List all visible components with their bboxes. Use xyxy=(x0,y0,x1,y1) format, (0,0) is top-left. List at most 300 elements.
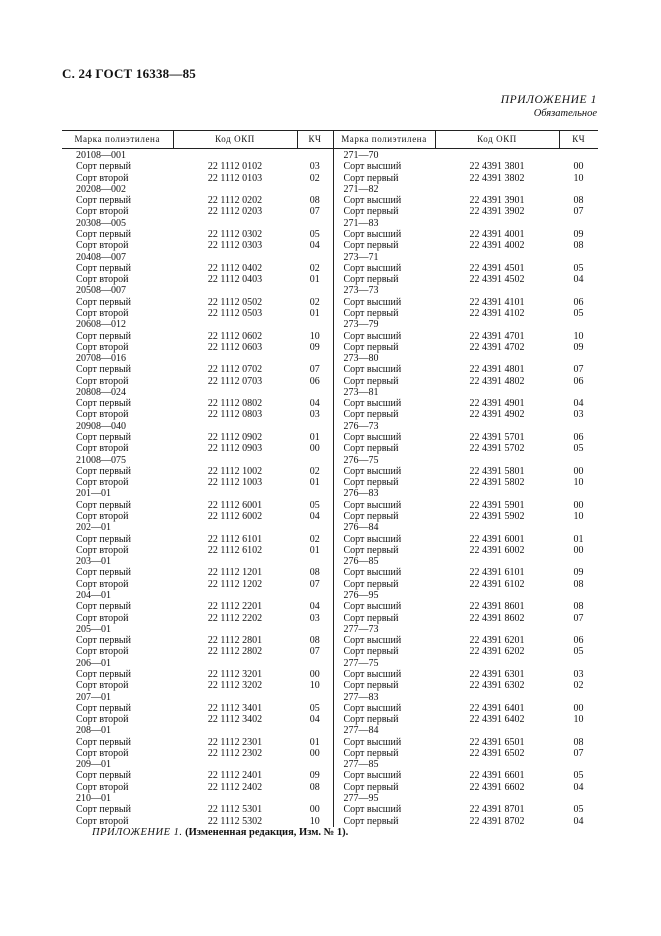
okp-code-cell: 22 1112 0103 xyxy=(207,172,263,184)
grade-cell: Сорт второй xyxy=(76,578,129,590)
kch-cell: 02 xyxy=(297,466,333,477)
column-header-grade: Марка полиэтилена xyxy=(333,131,435,149)
okp-code-cell: 22 1112 0903 xyxy=(207,443,263,455)
table-row xyxy=(62,331,598,342)
kch-cell: 10 xyxy=(573,172,584,184)
grade-cell: 277—75 xyxy=(343,657,379,669)
okp-code-cell xyxy=(173,793,297,804)
grade-cell: Сорт первый xyxy=(343,240,399,252)
grade-cell: Сорт первый xyxy=(76,465,131,477)
kch-cell xyxy=(297,421,333,432)
column-header-okp-code: Код ОКП xyxy=(435,131,559,149)
kch-cell: 04 xyxy=(573,815,584,827)
okp-code-cell: 22 1112 0702 xyxy=(207,364,263,376)
okp-code-cell: 22 1112 3401 xyxy=(207,702,263,714)
grade-cell: 203—01 xyxy=(76,556,111,568)
kch-cell xyxy=(297,319,333,330)
grade-cell: Сорт высший xyxy=(343,635,402,647)
okp-code-cell xyxy=(173,149,297,162)
kch-cell xyxy=(297,793,333,804)
kch-cell xyxy=(559,793,598,804)
table-row xyxy=(62,161,598,172)
okp-code-cell: 22 1112 1003 xyxy=(207,477,263,489)
grade-cell: Сорт высший xyxy=(343,668,402,680)
okp-code-cell xyxy=(173,252,297,263)
kch-cell: 08 xyxy=(573,736,584,748)
column-header-kch: КЧ xyxy=(559,131,598,149)
grade-cell: Сорт первый xyxy=(76,601,131,613)
grade-cell: Сорт первый xyxy=(76,262,131,274)
grade-cell: Сорт второй xyxy=(76,747,129,759)
table-row xyxy=(62,590,598,601)
table-row xyxy=(62,342,598,353)
okp-code-cell xyxy=(435,658,559,669)
grade-cell: Сорт первый xyxy=(343,172,399,184)
okp-code-cell xyxy=(173,319,297,330)
grade-cell: Сорт первый xyxy=(76,499,131,511)
grade-cell: 20208—002 xyxy=(76,183,126,195)
kch-cell: 03 xyxy=(573,668,584,680)
okp-code-cell xyxy=(173,658,297,669)
grade-cell: 205—01 xyxy=(76,623,111,635)
okp-code-cell xyxy=(435,387,559,398)
kch-cell: 10 xyxy=(297,331,333,342)
okp-code-cell: 22 1112 5302 xyxy=(207,815,263,827)
okp-code-cell: 22 4391 4002 xyxy=(469,240,525,252)
grade-cell: Сорт первый xyxy=(76,702,131,714)
grade-cell: Сорт высший xyxy=(343,398,402,410)
kch-cell: 06 xyxy=(573,375,584,387)
grade-cell: 208—01 xyxy=(76,725,111,737)
kch-cell: 10 xyxy=(297,816,333,827)
kch-cell: 07 xyxy=(573,206,584,218)
grade-cell: Сорт первый xyxy=(76,804,131,816)
okp-code-cell xyxy=(173,421,297,432)
okp-code-cell: 22 1112 0403 xyxy=(207,274,263,286)
kch-cell: 07 xyxy=(573,612,584,624)
kch-cell: 06 xyxy=(573,296,584,308)
footnote-text: (Измененная редакция, Изм. № 1). xyxy=(185,827,349,838)
okp-code-cell: 22 4391 6002 xyxy=(469,544,525,556)
okp-code-cell: 22 4391 4701 xyxy=(469,330,525,342)
grade-cell: Сорт первый xyxy=(343,375,399,387)
kch-cell: 05 xyxy=(573,646,584,658)
okp-code-cell: 22 1112 0302 xyxy=(207,228,263,240)
okp-code-cell xyxy=(435,522,559,533)
okp-code-cell: 22 1112 1201 xyxy=(207,567,263,579)
okp-code-cell xyxy=(435,149,559,162)
grade-cell: Сорт первый xyxy=(343,443,399,455)
table-row xyxy=(62,432,598,443)
grade-cell: Сорт второй xyxy=(76,680,129,692)
okp-code-cell: 22 4391 6102 xyxy=(469,578,525,590)
okp-code-cell xyxy=(435,590,559,601)
okp-code-cell: 22 1112 0602 xyxy=(207,330,263,342)
grade-cell: 20408—007 xyxy=(76,251,126,263)
kch-cell: 05 xyxy=(297,500,333,511)
kch-cell: 01 xyxy=(297,477,333,488)
kch-cell xyxy=(559,692,598,703)
grade-cell: Сорт второй xyxy=(76,172,129,184)
okp-code-cell: 22 1112 2301 xyxy=(207,736,263,748)
column-header-okp-code: Код ОКП xyxy=(173,131,297,149)
kch-cell: 04 xyxy=(297,714,333,725)
grade-cell: Сорт первый xyxy=(343,781,399,793)
grade-cell: Сорт высший xyxy=(343,330,402,342)
okp-code-cell: 22 1112 0703 xyxy=(207,375,263,387)
kch-cell xyxy=(559,319,598,330)
table-row xyxy=(62,511,598,522)
kch-cell: 09 xyxy=(297,770,333,781)
kch-cell: 02 xyxy=(573,680,584,692)
okp-code-cell xyxy=(435,252,559,263)
grade-cell: Сорт второй xyxy=(76,544,129,556)
kch-cell: 10 xyxy=(573,511,584,522)
kch-cell xyxy=(559,218,598,229)
okp-code-cell: 22 1112 3202 xyxy=(207,680,263,692)
table-row xyxy=(62,556,598,567)
grade-cell: Сорт первый xyxy=(343,341,399,353)
table-row xyxy=(62,252,598,263)
kch-cell: 05 xyxy=(573,307,584,319)
okp-code-cell xyxy=(173,184,297,195)
grade-cell: 276—75 xyxy=(343,454,379,466)
table-row xyxy=(62,635,598,646)
kch-cell: 05 xyxy=(573,770,584,782)
grade-cell: Сорт первый xyxy=(343,409,399,421)
column-header-grade: Марка полиэтилена xyxy=(62,131,173,149)
table-row xyxy=(62,421,598,432)
table-row xyxy=(62,500,598,511)
kch-cell: 03 xyxy=(297,613,333,624)
table-row xyxy=(62,387,598,398)
kch-cell: 08 xyxy=(297,195,333,206)
okp-code-cell xyxy=(435,793,559,804)
kch-cell xyxy=(559,522,598,533)
grade-cell: Сорт высший xyxy=(343,804,402,816)
okp-code-cell: 22 1112 0203 xyxy=(207,206,263,218)
okp-code-cell: 22 1112 2801 xyxy=(207,635,263,647)
okp-code-cell: 22 4391 6101 xyxy=(469,567,525,579)
footnote xyxy=(92,827,348,838)
okp-code-cell: 22 4391 6502 xyxy=(469,747,525,759)
okp-code-cell: 22 4391 4802 xyxy=(469,375,525,387)
grade-cell: 273—81 xyxy=(343,386,379,398)
kch-cell xyxy=(559,759,598,770)
table-row xyxy=(62,409,598,420)
table-row xyxy=(62,782,598,793)
okp-code-cell xyxy=(173,725,297,736)
grade-cell: Сорт высший xyxy=(343,567,402,579)
okp-code-cell: 22 1112 0303 xyxy=(207,240,263,252)
grade-cell: Сорт высший xyxy=(343,702,402,714)
kch-cell xyxy=(559,658,598,669)
okp-code-cell: 22 1112 0503 xyxy=(207,307,263,319)
okp-code-cell: 22 1112 0102 xyxy=(207,161,263,173)
kch-cell xyxy=(559,624,598,635)
okp-code-cell xyxy=(435,759,559,770)
okp-code-cell: 22 4391 6302 xyxy=(469,680,525,692)
okp-code-cell: 22 1112 6101 xyxy=(207,533,263,545)
kch-cell: 03 xyxy=(297,409,333,420)
kch-cell xyxy=(559,556,598,567)
okp-code-cell xyxy=(435,353,559,364)
kch-cell: 08 xyxy=(297,567,333,578)
kch-cell xyxy=(559,590,598,601)
kch-cell xyxy=(297,658,333,669)
grade-cell: 20508—007 xyxy=(76,285,126,297)
kch-cell: 08 xyxy=(573,240,584,252)
table-row xyxy=(62,703,598,714)
table-row xyxy=(62,184,598,195)
grade-cell: Сорт первый xyxy=(76,533,131,545)
grade-cell: Сорт высший xyxy=(343,432,402,444)
grade-cell: Сорт первый xyxy=(343,578,399,590)
kch-cell: 06 xyxy=(297,376,333,387)
kch-cell xyxy=(297,387,333,398)
kch-cell: 01 xyxy=(573,533,584,545)
grade-cell: 209—01 xyxy=(76,759,111,771)
kch-cell: 08 xyxy=(297,635,333,646)
kch-cell: 03 xyxy=(573,409,584,421)
grade-cell: 202—01 xyxy=(76,522,111,534)
kch-cell xyxy=(559,387,598,398)
okp-code-cell: 22 1112 2202 xyxy=(207,612,263,624)
kch-cell: 04 xyxy=(297,398,333,409)
kch-cell: 10 xyxy=(297,680,333,691)
grade-cell: 20808—024 xyxy=(76,386,126,398)
grade-cell: 20608—012 xyxy=(76,319,126,331)
grade-cell: 276—84 xyxy=(343,522,379,534)
kch-cell xyxy=(297,556,333,567)
grade-cell: Сорт первый xyxy=(76,161,131,173)
table-row xyxy=(62,804,598,815)
table-row xyxy=(62,579,598,590)
okp-code-cell: 22 4391 5801 xyxy=(469,465,525,477)
grade-cell: Сорт второй xyxy=(76,477,129,489)
kch-cell xyxy=(297,590,333,601)
okp-code-cell xyxy=(435,184,559,195)
kch-cell: 04 xyxy=(297,511,333,522)
table-row xyxy=(62,308,598,319)
grade-cell: 276—95 xyxy=(343,589,379,601)
okp-code-cell: 22 1112 6001 xyxy=(207,499,263,511)
okp-code-cell: 22 4391 4501 xyxy=(469,262,525,274)
kch-cell xyxy=(297,149,333,162)
kch-cell: 07 xyxy=(297,364,333,375)
kch-cell: 00 xyxy=(573,465,584,477)
table-row xyxy=(62,297,598,308)
kch-cell: 00 xyxy=(573,161,584,173)
kch-cell: 00 xyxy=(297,748,333,759)
table-row xyxy=(62,195,598,206)
kch-cell: 02 xyxy=(297,534,333,545)
okp-code-cell xyxy=(173,624,297,635)
okp-code-cell: 22 4391 4101 xyxy=(469,296,525,308)
kch-cell xyxy=(297,725,333,736)
okp-code-cell: 22 4391 6201 xyxy=(469,635,525,647)
kch-cell: 08 xyxy=(297,782,333,793)
table-row xyxy=(62,488,598,499)
appendix-heading xyxy=(501,93,597,121)
kch-cell: 04 xyxy=(297,240,333,251)
grade-cell: Сорт первый xyxy=(343,477,399,489)
okp-code-cell xyxy=(173,692,297,703)
okp-code-cell: 22 4391 4902 xyxy=(469,409,525,421)
table-row xyxy=(62,353,598,364)
okp-code-cell xyxy=(435,455,559,466)
grade-cell: 271—70 xyxy=(343,150,379,161)
kch-cell: 07 xyxy=(297,579,333,590)
okp-code-cell: 22 1112 0902 xyxy=(207,432,263,444)
grade-cell: Сорт первый xyxy=(343,646,399,658)
okp-code-cell: 22 1112 2302 xyxy=(207,747,263,759)
table-row xyxy=(62,229,598,240)
grade-cell: 21008—075 xyxy=(76,454,126,466)
grade-cell: 273—73 xyxy=(343,285,379,297)
grade-cell: Сорт второй xyxy=(76,511,129,522)
okp-code-cell: 22 4391 8702 xyxy=(469,815,525,827)
table-row xyxy=(62,477,598,488)
table-row xyxy=(62,466,598,477)
kch-cell xyxy=(297,353,333,364)
table-row xyxy=(62,173,598,184)
kch-cell: 09 xyxy=(573,228,584,240)
grade-cell: Сорт второй xyxy=(76,409,129,421)
okp-code-cell xyxy=(435,624,559,635)
kch-cell: 04 xyxy=(297,601,333,612)
grade-cell: 277—95 xyxy=(343,793,379,805)
table-row xyxy=(62,646,598,657)
grade-cell: Сорт высший xyxy=(343,770,402,782)
grade-cell: Сорт второй xyxy=(76,815,129,827)
kch-cell: 02 xyxy=(297,297,333,308)
table-row xyxy=(62,725,598,736)
okp-code-cell: 22 4391 4502 xyxy=(469,274,525,286)
grade-cell: Сорт первый xyxy=(76,736,131,748)
okp-code-cell xyxy=(173,759,297,770)
grade-cell: Сорт второй xyxy=(76,206,129,218)
okp-code-cell: 22 4391 4801 xyxy=(469,364,525,376)
okp-code-cell xyxy=(173,285,297,296)
grade-cell: 273—71 xyxy=(343,251,379,263)
kch-cell: 00 xyxy=(573,544,584,556)
kch-cell: 10 xyxy=(573,714,584,726)
okp-code-cell: 22 4391 5701 xyxy=(469,432,525,444)
kch-cell: 05 xyxy=(573,804,584,816)
grade-cell: 277—73 xyxy=(343,623,379,635)
grade-cell: Сорт первый xyxy=(343,680,399,692)
okp-code-cell xyxy=(173,218,297,229)
table-row xyxy=(62,364,598,375)
grade-cell: 276—83 xyxy=(343,488,379,500)
kch-cell xyxy=(297,455,333,466)
table-row xyxy=(62,522,598,533)
table-row xyxy=(62,613,598,624)
kch-cell: 04 xyxy=(573,398,584,410)
grade-cell: Сорт первый xyxy=(76,398,131,410)
table-row xyxy=(62,263,598,274)
kch-cell: 03 xyxy=(297,161,333,172)
grade-cell: 276—73 xyxy=(343,420,379,432)
grade-cell: 20908—040 xyxy=(76,420,126,432)
kch-cell xyxy=(297,488,333,499)
kch-cell: 08 xyxy=(573,601,584,613)
grade-cell: Сорт высший xyxy=(343,533,402,545)
kch-cell: 10 xyxy=(573,477,584,489)
okp-code-cell: 22 1112 6002 xyxy=(207,511,263,522)
grade-cell: Сорт первый xyxy=(76,228,131,240)
grade-cell: 20708—016 xyxy=(76,353,126,365)
grade-cell: 276—85 xyxy=(343,556,379,568)
kch-cell xyxy=(559,488,598,499)
table-row xyxy=(62,376,598,387)
grade-cell: 273—79 xyxy=(343,319,379,331)
table-row xyxy=(62,759,598,770)
kch-cell: 07 xyxy=(297,206,333,217)
okp-code-cell: 22 4391 3801 xyxy=(469,161,525,173)
grade-cell: 201—01 xyxy=(76,488,111,500)
table-row xyxy=(62,218,598,229)
grade-cell: 204—01 xyxy=(76,589,111,601)
grade-cell: Сорт первый xyxy=(76,364,131,376)
okp-code-cell: 22 4391 3902 xyxy=(469,206,525,218)
okp-code-cell xyxy=(435,692,559,703)
kch-cell: 09 xyxy=(297,342,333,353)
kch-cell: 09 xyxy=(573,567,584,579)
grade-cell: Сорт первый xyxy=(76,668,131,680)
kch-cell xyxy=(297,184,333,195)
okp-code-cell: 22 4391 5902 xyxy=(469,511,525,522)
okp-code-cell: 22 1112 2802 xyxy=(207,646,263,658)
grade-cell: Сорт второй xyxy=(76,240,129,252)
okp-code-cell: 22 1112 0603 xyxy=(207,341,263,353)
table-row xyxy=(62,398,598,409)
okp-code-cell xyxy=(173,488,297,499)
okp-code-cell: 22 1112 0803 xyxy=(207,409,263,421)
okp-code-cell xyxy=(435,421,559,432)
kch-cell: 00 xyxy=(297,443,333,454)
kch-cell xyxy=(559,455,598,466)
okp-code-cell: 22 4391 6402 xyxy=(469,714,525,726)
grade-cell: Сорт второй xyxy=(76,714,129,726)
okp-code-cell xyxy=(435,556,559,567)
grade-cell: Сорт первый xyxy=(343,511,399,522)
kch-cell xyxy=(297,759,333,770)
okp-code-cell: 22 1112 0402 xyxy=(207,262,263,274)
kch-cell xyxy=(559,725,598,736)
kch-cell xyxy=(559,353,598,364)
table-row xyxy=(62,658,598,669)
okp-code-cell: 22 4391 3901 xyxy=(469,195,525,207)
okp-code-cell xyxy=(435,725,559,736)
okp-code-cell xyxy=(173,455,297,466)
grade-cell: Сорт первый xyxy=(343,307,399,319)
grade-cell: Сорт высший xyxy=(343,262,402,274)
grade-cell: Сорт первый xyxy=(343,612,399,624)
okp-code-cell xyxy=(435,319,559,330)
okp-code-cell: 22 4391 3802 xyxy=(469,172,525,184)
okp-code-cell: 22 4391 8602 xyxy=(469,612,525,624)
okp-code-cell: 22 4391 4001 xyxy=(469,228,525,240)
table-row xyxy=(62,737,598,748)
okp-code-cell: 22 4391 6301 xyxy=(469,668,525,680)
kch-cell: 01 xyxy=(297,308,333,319)
okp-code-cell xyxy=(173,353,297,364)
table-row xyxy=(62,770,598,781)
kch-cell: 04 xyxy=(573,274,584,286)
grade-cell: Сорт первый xyxy=(76,296,131,308)
